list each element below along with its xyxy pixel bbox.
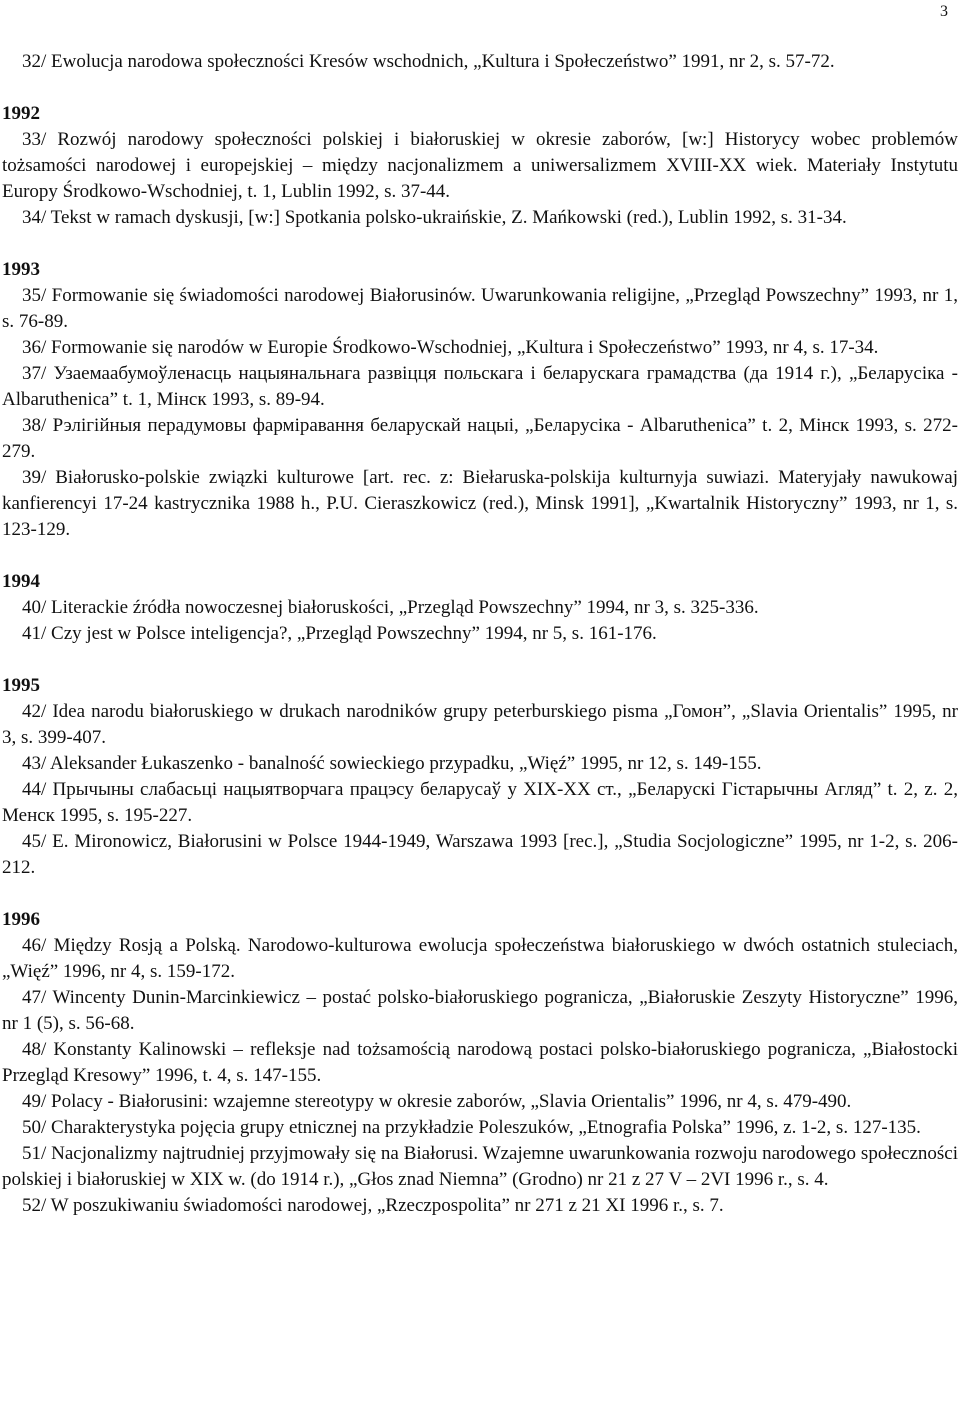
bibliography (2, 49, 958, 1219)
bibliography-entry-50: 50/ Charakterystyka pojęcia grupy etnicznej na przykładzie Poleszuków, „Etnografia Polska” 1996, z. 1-2, s. 127-135. (22, 1117, 921, 1138)
year-heading: 1993 (2, 259, 40, 280)
section-1994 (2, 569, 958, 647)
year-heading: 1996 (2, 909, 40, 930)
bibliography-entry-44: 44/ Прычыны слабасьці нацыятворчага працэсу беларусаў у XIX-XX ст., „Беларускі Гістарычны Агляд” t. 2, z. 2, Менск 1995, s. 195-227. (2, 779, 958, 826)
section-1995 (2, 673, 958, 881)
bibliography-entry-38: 38/ Рэлігійныя перадумовы фарміравання беларускай нацыі, „Беларусіка - Albaruthenica” t. 2, Мінск 1993, s. 272-279. (2, 415, 958, 462)
bibliography-entry-33: 33/ Rozwój narodowy społeczności polskiej i białoruskiej w okresie zaborów, [w:] Historycy wobec problemów tożsamości narodowej i europejskiej – między nacjonalizmem a uniwersalizmem XVIII-XX wiek. Materiały Instytutu Europy Środkowo-Wschodniej, t. 1, Lublin 1992, s. 37-44. (2, 129, 958, 202)
bibliography-entry-34: 34/ Tekst w ramach dyskusji, [w:] Spotkania polsko-ukraińskie, Z. Mańkowski (red.), Lublin 1992, s. 31-34. (22, 207, 847, 228)
bibliography-entry-40: 40/ Literackie źródła nowoczesnej białoruskości, „Przegląd Powszechny” 1994, nr 3, s. 325-336. (22, 597, 759, 618)
bibliography-entry-48: 48/ Konstanty Kalinowski – refleksje nad tożsamością narodową postaci polsko-białoruskiego pogranicza, „Białostocki Przegląd Kresowy” 1996, t. 4, s. 147-155. (2, 1039, 958, 1086)
section-1992 (2, 101, 958, 231)
bibliography-entry-39: 39/ Białorusko-polskie związki kulturowe [art. rec. z: Biełaruska-polskija kulturnyja suwiazi. Materyjały nawukowaj kanfierencyi 17-24 kastrycznika 1988 h., P.U. Cieraszkowicz (red.), Minsk 1991], „Kwartalnik Historyczny” 1993, nr 1, s. 123-129. (2, 467, 958, 540)
bibliography-entry-51: 51/ Nacjonalizmy najtrudniej przyjmowały się na Białorusi. Wzajemne uwarunkowania rozwoju narodowego społeczności polskiej i białoruskiej w XIX w. (do 1914 r.), „Głos znad Niemna” (Grodno) nr 21 z 27 V – 2VI 1996 r., s. 4. (2, 1143, 958, 1190)
bibliography-entry-42: 42/ Idea narodu białoruskiego w drukach narodników grupy peterburskiego pisma „Гомон”, „Slavia Orientalis” 1995, nr 3, s. 399-407. (2, 701, 958, 748)
bibliography-entry-47: 47/ Wincenty Dunin-Marcinkiewicz – postać polsko-białoruskiego pogranicza, „Białoruskie Zeszyty Historyczne” 1996, nr 1 (5), s. 56-68. (2, 987, 958, 1034)
bibliography-entry-35: 35/ Formowanie się świadomości narodowej Białorusinów. Uwarunkowania religijne, „Przegląd Powszechny” 1993, nr 1, s. 76-89. (2, 285, 958, 332)
bibliography-entry-49: 49/ Polacy - Białorusini: wzajemne stereotypy w okresie zaborów, „Slavia Orientalis” 1996, nr 4, s. 479-490. (22, 1091, 852, 1112)
year-heading: 1994 (2, 571, 40, 592)
bibliography-entry-36: 36/ Formowanie się narodów w Europie Środkowo-Wschodniej, „Kultura i Społeczeństwo” 1993, nr 4, s. 17-34. (22, 337, 879, 358)
bibliography-entry-52: 52/ W poszukiwaniu świadomości narodowej, „Rzeczpospolita” nr 271 z 21 XI 1996 r., s. 7. (22, 1195, 724, 1216)
section-continuation (2, 49, 958, 75)
bibliography-entry-46: 46/ Między Rosją a Polską. Narodowo-kulturowa ewolucja społeczeństwa białoruskiego w dwóch ostatnich stuleciach, „Więź” 1996, nr 4, s. 159-172. (2, 935, 958, 982)
year-heading: 1995 (2, 675, 40, 696)
bibliography-entry-41: 41/ Czy jest w Polsce inteligencja?, „Przegląd Powszechny” 1994, nr 5, s. 161-176. (22, 623, 657, 644)
bibliography-entry-45: 45/ E. Mironowicz, Białorusini w Polsce 1944-1949, Warszawa 1993 [rec.], „Studia Socjologiczne” 1995, nr 1-2, s. 206-212. (2, 831, 958, 878)
year-heading: 1992 (2, 103, 40, 124)
page-number: 3 (940, 3, 948, 20)
section-1993 (2, 257, 958, 543)
section-1996 (2, 907, 958, 1219)
bibliography-entry-43: 43/ Aleksander Łukaszenko - banalność sowieckiego przypadku, „Więź” 1995, nr 12, s. 149-155. (22, 753, 762, 774)
bibliography-entry-32: 32/ Ewolucja narodowa społeczności Kresów wschodnich, „Kultura i Społeczeństwo” 1991, nr 2, s. 57-72. (22, 51, 835, 72)
bibliography-entry-37: 37/ Узаемаабумоўленасць нацыянальнага развіцця польскага і беларускага грамадства (да 1914 г.), „Беларусіка - Albaruthenica” t. 1, Мінск 1993, s. 89-94. (2, 363, 958, 410)
